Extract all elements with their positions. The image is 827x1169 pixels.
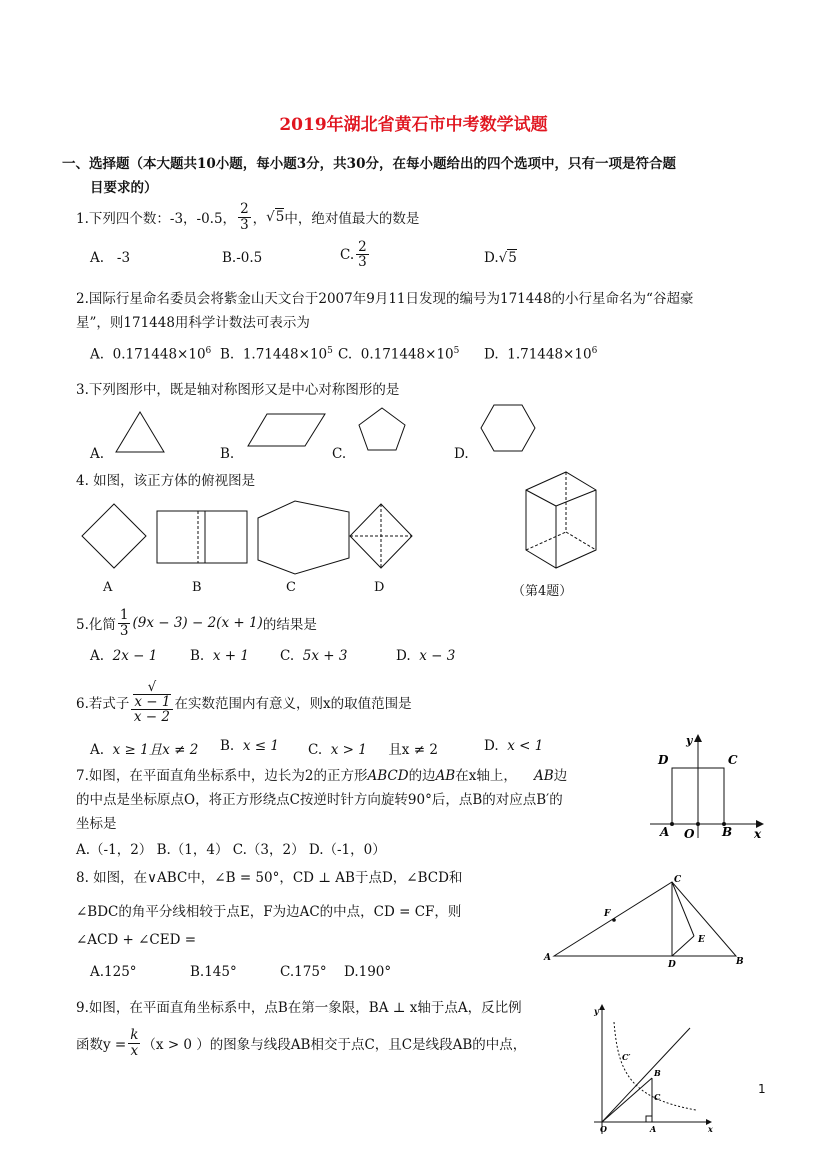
q8-line1: 8. 如图，在∨ABC中，∠B = 50°，CD ⊥ AB于点D，∠BCD和 <box>76 870 463 886</box>
q4-label-c: C <box>286 580 296 595</box>
q1-option-b: B.-0.5 <box>222 250 263 266</box>
q1-sqrt: √5 <box>266 209 285 225</box>
q9-label-b: B <box>654 1068 661 1078</box>
q8-label-f: F <box>604 909 611 919</box>
q9-label-x: x <box>708 1124 713 1134</box>
q6-option-a: A. x ≥ 1且x ≠ 2 <box>90 742 199 758</box>
q2-option-b: B. $1.71448\times 10^5$ <box>220 346 333 363</box>
q4-label-d: D <box>374 580 385 595</box>
q9-fraction: $\frac{k}{x}$ <box>130 1027 139 1059</box>
q7-line2: 的中点是坐标原点O，将正方形绕点C按逆时针方向旋转90°后，点B的对应点B′的 <box>76 792 563 808</box>
q1-frac-num: 2 <box>240 201 249 218</box>
q9-label-o: O <box>600 1124 607 1134</box>
q1-fraction <box>238 202 251 231</box>
q1-option-a: A. -3 <box>90 250 131 266</box>
q6-option-b: B. x ≤ 1 <box>220 738 279 754</box>
q8-option-d: D.190° <box>344 964 392 980</box>
q8-option-a: A.125° <box>90 964 137 980</box>
q9-line1: 9.如图，在平面直角坐标系中，点B在第一象限，BA ⊥ x轴于点A，反比例 <box>76 1000 522 1016</box>
q8-option-c: C.175° <box>280 964 327 980</box>
q2-line2: 星”，则171448用科学计数法可表示为 <box>76 315 310 331</box>
q3-option-b-label: B. <box>220 446 235 462</box>
q9-label-c-prime: C′ <box>622 1052 631 1062</box>
q5-suffix: 的结果是 <box>262 617 317 633</box>
q9-prefix: 函数y = <box>76 1037 127 1053</box>
q7-label-b: B <box>722 825 733 839</box>
q8-line2: ∠BDC的角平分线相较于点E，F为边AC的中点，CD = CF，则 <box>76 904 462 920</box>
triangle-shape <box>110 408 170 458</box>
q4-option-c-hexagon <box>255 498 355 578</box>
q8-line3: ∠ACD + ∠CED = <box>76 932 197 948</box>
q5-option-a: A. 2x − 1 <box>90 648 158 664</box>
q4-stem: 4. 如图，该正方体的俯视图是 <box>76 473 256 489</box>
q5-option-c: C. 5x + 3 <box>280 648 348 664</box>
q9-label-a: A <box>650 1124 657 1134</box>
q4-option-b-rect <box>154 508 250 566</box>
q3-option-c-label: C. <box>332 446 347 462</box>
q7-label-d: D <box>658 753 669 767</box>
q2-option-a: A. $0.171448\times 10^6$ <box>90 346 212 363</box>
q8-label-b: B <box>736 957 744 967</box>
q4-label-b: B <box>192 580 202 595</box>
q5-fraction: $\frac{1}{3}$ <box>119 607 129 639</box>
q7-label-c: C <box>728 753 738 767</box>
q9-line2 <box>76 1024 526 1062</box>
q9-rest: （x > 0 ）的图象与线段AB相交于点C，且C是线段AB的中点， <box>142 1037 527 1053</box>
q1-sqrt-arg: 5 <box>275 209 285 225</box>
q6-option-d: D. x < 1 <box>484 738 544 754</box>
q8-option-b: B.145° <box>190 964 237 980</box>
q3-option-a-label: A. <box>90 446 105 462</box>
q2-line1: 2.国际行星命名委员会将紫金山天文台于2007年9月11日发现的编号为171448的小行星命名为“谷超豪 <box>76 291 694 307</box>
q7-label-a: A <box>660 825 670 839</box>
q5-stem <box>76 604 317 642</box>
q4-option-a-diamond <box>78 500 150 572</box>
q9-label-y: y <box>594 1006 599 1016</box>
q1-prefix: 1.下列四个数：-3，-0.5， <box>76 211 237 227</box>
q2-option-d: D. $1.71448\times 10^6$ <box>484 346 598 363</box>
q6-denominator: x − 2 <box>133 709 170 726</box>
section-heading-cont: 目要求的） <box>90 180 158 196</box>
q4-caption: （第4题） <box>512 584 573 599</box>
q2-option-c: C. $0.171448\times 10^5$ <box>338 346 460 363</box>
q4-label-a: A <box>103 580 113 595</box>
q8-label-d: D <box>668 960 676 970</box>
q6-prefix: 6.若式子 <box>76 696 130 712</box>
q6-option-c: C. x > 1 且x ≠ 2 <box>308 742 438 758</box>
hexagon-shape <box>478 402 538 456</box>
q4-cube-figure <box>518 468 602 572</box>
page-title: 2019年湖北省黄石市中考数学试题 <box>279 115 548 135</box>
page-number: 1 <box>758 1082 766 1096</box>
q5-expression: (9x − 3) − 2(x + 1) <box>132 615 263 631</box>
q1-option-d: D.√5 <box>484 250 517 266</box>
q8-label-a: A <box>544 953 551 963</box>
q6-fraction: √ x − 1 x − 2 <box>131 680 172 725</box>
parallelogram-shape <box>245 410 330 450</box>
q1-suffix: 中，绝对值最大的数是 <box>284 211 420 227</box>
q6-numerator: x − 1 <box>134 693 171 710</box>
q5-option-d: D. x − 3 <box>396 648 456 664</box>
q8-label-e: E <box>698 935 705 945</box>
q9-coordinate-figure <box>588 1000 720 1136</box>
q7-label-x: x <box>754 827 762 841</box>
pentagon-shape <box>354 404 410 454</box>
q7-coordinate-figure <box>646 730 766 842</box>
q7-line1: 7.如图，在平面直角坐标系中，边长为2的正方形ABCD的边AB在x轴上， AB边 <box>76 768 568 784</box>
q7-label-o: O <box>684 827 695 841</box>
q9-label-c: C <box>654 1092 661 1102</box>
q7-line3: 坐标是 <box>76 816 117 832</box>
q6-suffix: 在实数范围内有意义，则x的取值范围是 <box>174 696 412 712</box>
q8-triangle-figure <box>540 870 746 970</box>
q1-stem: 1.下列四个数：-3，-0.5， $\frac{2}{3}$ ， √5 中，绝对值最大的数是 <box>76 201 420 233</box>
q3-stem: 3.下列图形中，既是轴对称图形又是中心对称图形的是 <box>76 382 400 398</box>
q6-stem <box>76 680 412 724</box>
q5-prefix: 5.化简 <box>76 617 116 633</box>
q1-option-c: C. $\frac{2}{3}$ <box>340 239 367 271</box>
q5-option-b: B. x + 1 <box>190 648 249 664</box>
q1-frac-den: 3 <box>240 216 249 233</box>
q7-label-y: y <box>686 734 693 747</box>
q7-options: A.（-1，2） B.（1，4） C.（3，2） D.（-1，0） <box>76 842 386 858</box>
q3-option-d-label: D. <box>454 446 469 462</box>
section-heading: 一、选择题（本大题共10小题，每小题3分，共30分，在每小题给出的四个选项中，只有一项是符合题 <box>62 156 676 172</box>
q4-option-d-diamond <box>346 500 416 572</box>
q8-label-c: C <box>674 875 682 885</box>
